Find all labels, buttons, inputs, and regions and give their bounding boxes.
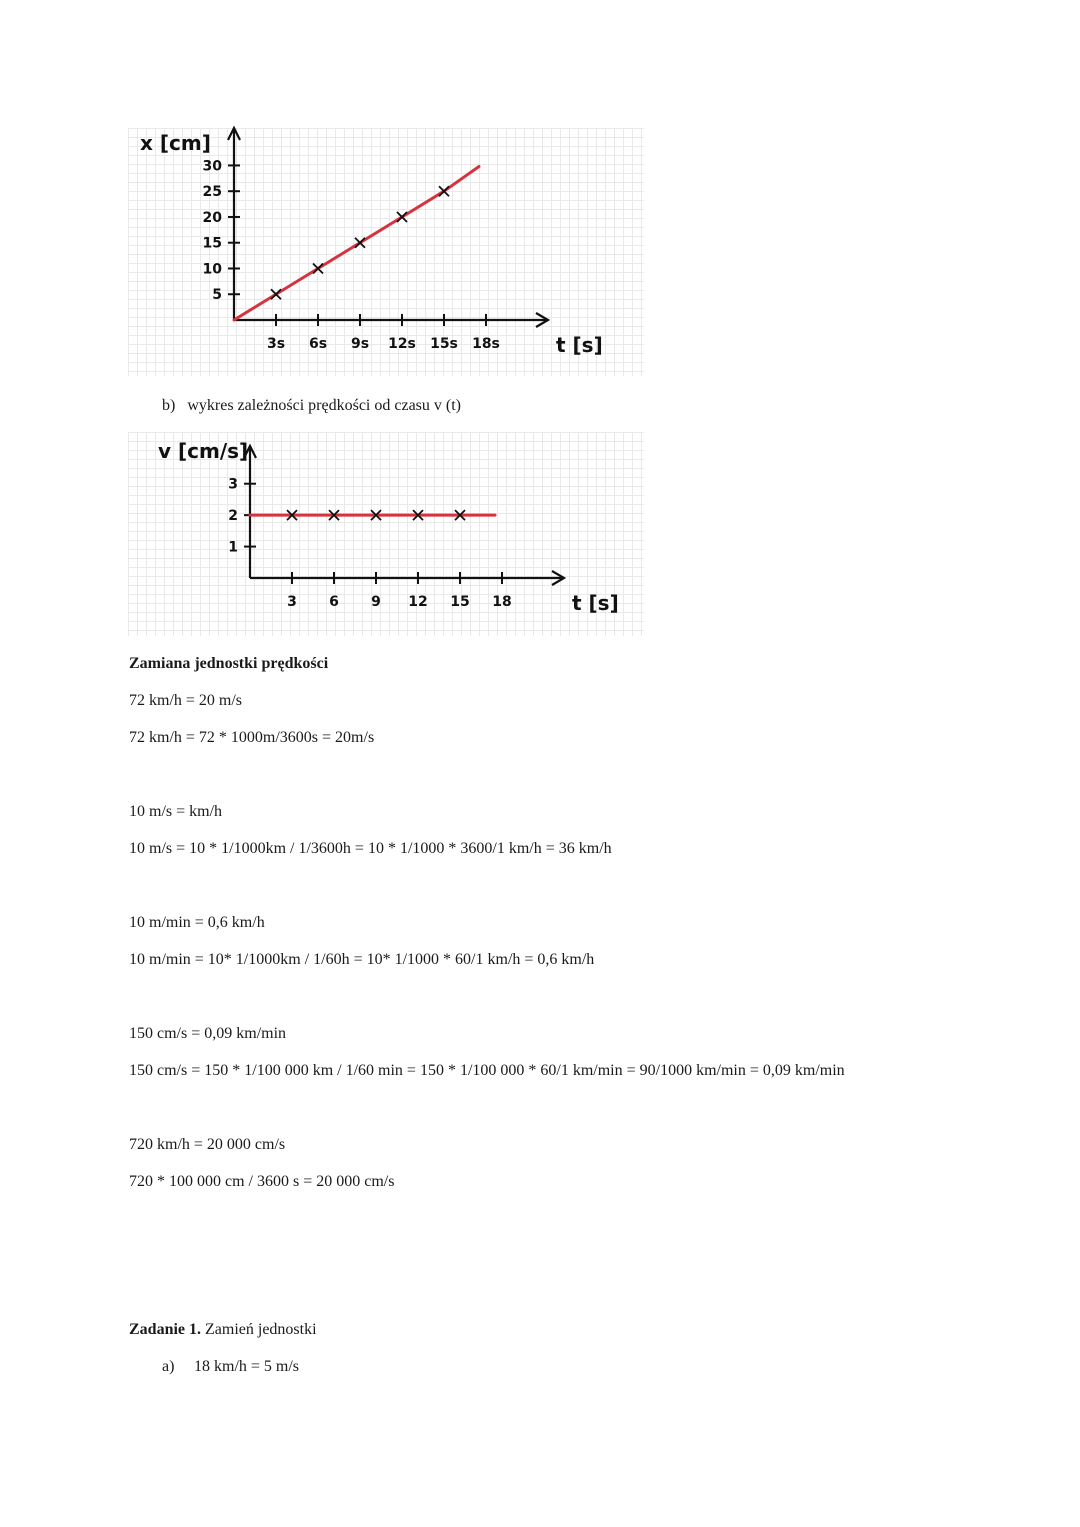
y-axis-label: v [cm/s] <box>158 439 249 463</box>
data-point <box>397 212 407 222</box>
data-point <box>439 186 449 196</box>
conversion-line-2: 72 km/h = 72 * 1000m/3600s = 20m/s <box>129 729 375 746</box>
conversion-line-6: 10 m/min = 10* 1/1000km / 1/60h = 10* 1/1000 * 60/1 km/h = 0,6 km/h <box>129 951 595 968</box>
task-title-bold: Zadanie 1. <box>129 1321 202 1338</box>
task-item-text: 18 km/h = 5 m/s <box>194 1358 300 1375</box>
x-tick-label: 15s <box>430 336 458 352</box>
x-tick-label: 6s <box>308 336 328 352</box>
y-tick-label: 2 <box>228 508 238 525</box>
x-tick-label: 18s <box>472 336 500 352</box>
y-axis-label: x [cm] <box>140 131 211 155</box>
chart-b-caption <box>162 397 461 415</box>
caption-text: wykres zależności prędkości od czasu v (t) <box>187 397 461 414</box>
conversion-line-1: 72 km/h = 20 m/s <box>129 692 243 709</box>
x-tick-label: 12 <box>408 594 428 610</box>
x-tick-label: 3s <box>266 336 286 352</box>
x-tick-label: 3 <box>287 594 297 610</box>
caption-letter: b) <box>162 397 176 414</box>
data-point <box>271 289 281 299</box>
x-tick-label: 9 <box>371 594 381 610</box>
y-tick-label: 30 <box>202 158 222 175</box>
y-tick-label: 25 <box>202 184 222 201</box>
conversion-line-5: 10 m/min = 0,6 km/h <box>129 914 265 931</box>
data-point <box>355 238 365 248</box>
x-tick-label: 6 <box>329 594 339 610</box>
x-axis-label: t [s] <box>572 591 619 615</box>
task-item-a <box>162 1358 299 1376</box>
velocity-time-chart <box>128 432 644 636</box>
task-item-letter: a) <box>162 1358 175 1375</box>
x-tick-label: 15 <box>450 594 470 610</box>
task-title-rest: Zamień jednostki <box>201 1321 317 1338</box>
conversion-line-9: 720 km/h = 20 000 cm/s <box>129 1136 286 1153</box>
x-tick-label: 18 <box>492 594 512 610</box>
data-point <box>313 263 323 273</box>
x-axis-label: t [s] <box>556 333 603 357</box>
y-tick-label: 15 <box>202 235 222 252</box>
velocity-time-chart-svg <box>128 432 644 636</box>
conversion-line-4: 10 m/s = 10 * 1/1000km / 1/3600h = 10 * 1/1000 * 3600/1 km/h = 36 km/h <box>129 840 612 857</box>
conversion-line-10: 720 * 100 000 cm / 3600 s = 20 000 cm/s <box>129 1173 395 1190</box>
x-tick-label: 12s <box>388 336 416 352</box>
y-tick-label: 1 <box>228 539 238 556</box>
section-heading: Zamiana jednostki prędkości <box>129 655 329 672</box>
conversion-line-8: 150 cm/s = 150 * 1/100 000 km / 1/60 min = 150 * 1/100 000 * 60/1 km/min = 90/1000 km/min = 0,09 km/min <box>129 1062 845 1079</box>
position-time-chart <box>128 128 644 376</box>
conversion-line-7: 150 cm/s = 0,09 km/min <box>129 1025 287 1042</box>
y-tick-label: 20 <box>202 209 222 226</box>
y-tick-label: 5 <box>212 287 222 304</box>
task-title <box>129 1321 317 1339</box>
y-tick-label: 3 <box>228 476 238 493</box>
y-tick-label: 10 <box>202 261 222 278</box>
position-time-chart-svg <box>128 128 644 376</box>
x-tick-label: 9s <box>350 336 370 352</box>
conversion-line-3: 10 m/s = km/h <box>129 803 223 820</box>
